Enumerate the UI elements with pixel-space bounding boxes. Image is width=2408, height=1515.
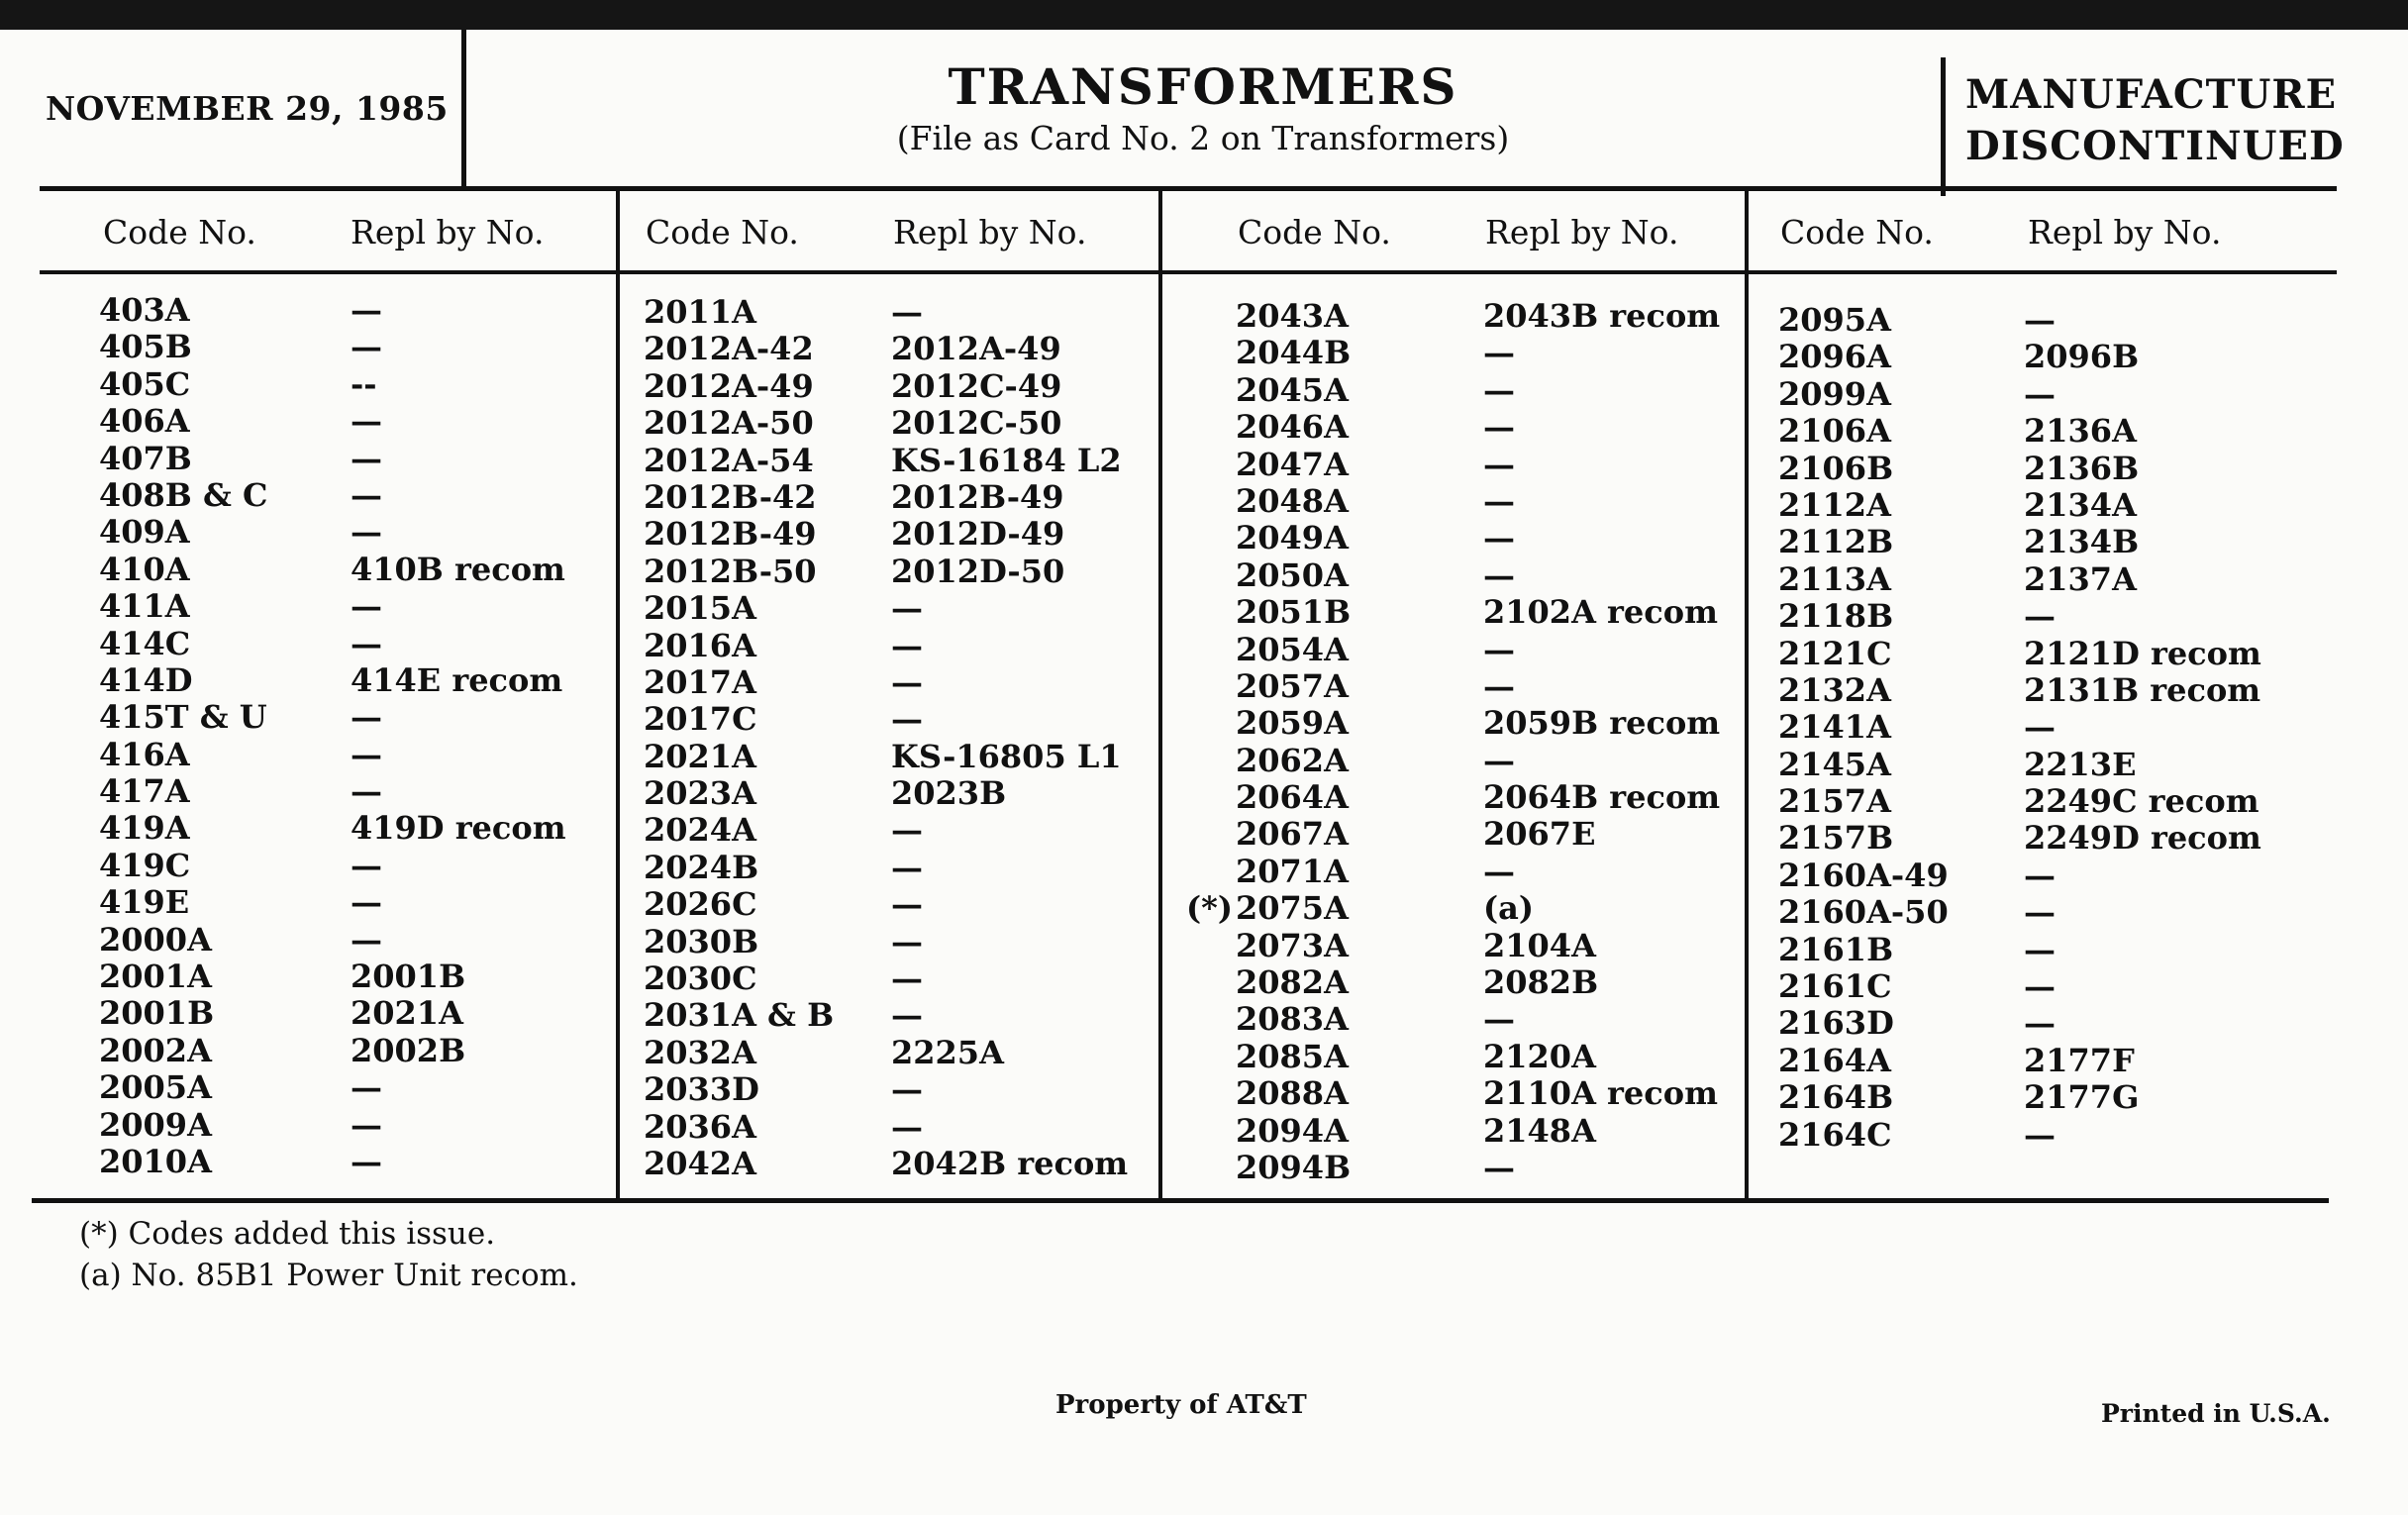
replacement-number: — [2024,856,2056,894]
code-number: 410A [99,550,190,588]
column-2-repl-header: Repl by No. [893,213,1087,252]
replacement-number: — [2024,1115,2056,1154]
replacement-number: — [2024,1004,2056,1043]
code-number: 2031A & B [644,996,835,1035]
replacement-number: — [1483,370,1515,409]
replacement-number: — [891,293,923,331]
replacement-number: 2012D-50 [891,552,1065,590]
code-number: 2088A [1236,1074,1349,1113]
replacement-number: — [1483,630,1515,668]
replacement-number: (a) [1483,889,1535,928]
replacement-number: 2023B [891,774,1007,813]
replacement-number: — [891,960,923,998]
code-number: 2082A [1236,963,1349,1002]
replacement-number: — [351,328,382,366]
code-number: 2044B [1236,334,1352,372]
issue-date: NOVEMBER 29, 1985 [46,89,449,128]
status-line-2: DISCONTINUED [1965,123,2345,169]
replacement-number: — [351,402,382,441]
code-number: 2051B [1236,593,1352,632]
header-bottom-rule [40,270,2337,274]
code-number: 414C [99,624,191,662]
status-label [1965,69,2345,172]
code-number: 2050A [1236,556,1349,594]
code-number: 2005A [99,1068,212,1107]
replacement-number: 2249C recom [2024,782,2259,821]
code-number: 405B [99,328,192,366]
footnote-a: (a) No. 85B1 Power Unit recom. [79,1258,578,1293]
header-divider-right [1941,57,1946,196]
replacement-number: — [2024,301,2056,339]
code-number: 2009A [99,1105,212,1144]
code-number: 2118B [1778,597,1894,636]
replacement-number: — [1483,556,1515,594]
footnote-added-codes: (*) Codes added this issue. [79,1216,496,1252]
code-number: 2095A [1778,301,1891,339]
replacement-number: 2120A [1483,1037,1596,1075]
code-number: 2121C [1778,634,1892,672]
replacement-number: 2059B recom [1483,704,1721,743]
document-card [0,30,2408,1515]
status-line-1: MANUFACTURE [1965,71,2338,118]
replacement-number: — [351,883,382,922]
code-number: 416A [99,735,190,773]
code-number: 2047A [1236,445,1349,483]
replacement-number: 2225A [891,1033,1004,1071]
code-number: 405C [99,364,191,403]
replacement-number: — [351,1142,382,1180]
replacement-number: — [351,698,382,737]
replacement-number: — [351,624,382,662]
replacement-number: KS-16184 L2 [891,441,1122,479]
code-number: 2023A [644,774,756,813]
code-number: 2099A [1778,374,1891,413]
replacement-number: — [351,513,382,552]
code-number: 2164A [1778,1041,1891,1079]
code-number: 411A [99,587,190,626]
code-number: 2141A [1778,708,1891,747]
replacement-number: 2042B recom [891,1144,1129,1182]
code-number: 2059A [1236,704,1349,743]
replacement-number: 2131B recom [2024,670,2261,709]
code-number: 2048A [1236,481,1349,520]
page-subtitle: (File as Card No. 2 on Transformers) [896,119,1510,157]
code-number: 2017C [644,700,757,739]
code-number: 2033D [644,1070,759,1109]
code-number: 408B & C [99,475,268,514]
code-number: 2096A [1778,338,1891,376]
replacement-number: — [891,1107,923,1146]
replacement-number: — [351,735,382,773]
replacement-number: 2213E [2024,745,2137,783]
column-2-code-header: Code No. [646,213,799,252]
replacement-number: — [2024,597,2056,636]
replacement-number: 2012A-49 [891,330,1061,368]
code-number: 2054A [1236,630,1349,668]
code-number: 2083A [1236,1000,1349,1039]
replacement-number: 2177F [2024,1041,2135,1079]
replacement-number: — [2024,930,2056,968]
replacement-number: KS-16805 L1 [891,737,1122,775]
replacement-number: — [1483,741,1515,779]
code-number: 2094B [1236,1148,1352,1186]
code-number: 2030B [644,922,759,960]
replacement-number: 2102A recom [1483,593,1718,632]
code-number: 414D [99,660,193,699]
code-number: 2106A [1778,412,1891,451]
replacement-number: 2249D recom [2024,819,2261,858]
replacement-number: — [891,811,923,850]
code-number: 415T & U [99,698,267,737]
scan-border [0,0,2408,30]
replacement-number: 2104A [1483,926,1596,964]
code-number: 2062A [1236,741,1349,779]
replacement-number: 414E recom [351,660,563,699]
replacement-number: 2134B [2024,523,2140,561]
code-number: 2157A [1778,782,1891,821]
replacement-number: — [891,589,923,628]
replacement-number: — [1483,1000,1515,1039]
code-number: 2015A [644,589,756,628]
replacement-number: — [891,1070,923,1109]
column-4-repl-header: Repl by No. [2028,213,2222,252]
code-number: 2132A [1778,670,1891,709]
column-3-repl-header: Repl by No. [1485,213,1679,252]
code-number: 406A [99,402,190,441]
replacement-number: — [891,922,923,960]
replacement-number: — [351,772,382,811]
replacement-number: 2096B [2024,338,2140,376]
replacement-number: — [1483,481,1515,520]
replacement-number: — [2024,967,2056,1006]
column-1-repl-header: Repl by No. [351,213,545,252]
code-number: 2106B [1778,449,1894,487]
code-number: 403A [99,291,190,329]
code-number: 2094A [1236,1111,1349,1150]
replacement-number: — [351,291,382,329]
code-number: 2157B [1778,819,1894,858]
replacement-number: 410B recom [351,550,565,588]
code-number: 2012A-54 [644,441,814,479]
replacement-number: — [2024,893,2056,932]
replacement-number: 2177G [2024,1078,2140,1117]
replacement-number: — [891,848,923,886]
code-number: 2012A-49 [644,366,814,405]
replacement-number: — [351,846,382,884]
replacement-number: — [351,439,382,477]
replacement-number: 419D recom [351,809,566,848]
code-number: 2021A [644,737,756,775]
code-number: 2160A-49 [1778,856,1949,894]
code-number: 2163D [1778,1004,1894,1043]
code-number: 2001A [99,958,212,996]
replacement-number: 2021A [351,994,463,1033]
code-number: 2012A-42 [644,330,814,368]
replacement-number: — [2024,708,2056,747]
code-number: 2036A [644,1107,756,1146]
replacement-number: 2148A [1483,1111,1596,1150]
code-number: 2012B-42 [644,477,817,516]
code-number: 2012B-49 [644,515,817,554]
code-number: 2011A [644,293,756,331]
replacement-number: 2134A [2024,485,2137,524]
replacement-number: — [1483,519,1515,557]
replacement-number: — [891,996,923,1035]
code-number: 2064A [1236,778,1349,817]
replacement-number: 2121D recom [2024,634,2261,672]
column-4-code-header: Code No. [1780,213,1934,252]
new-code-marker: (*) [1186,889,1234,928]
code-number: 407B [99,439,192,477]
code-number: 2071A [1236,852,1349,890]
code-number: 2164C [1778,1115,1892,1154]
replacement-number: — [891,700,923,739]
code-number: 2113A [1778,559,1891,598]
replacement-number: 2064B recom [1483,778,1721,817]
column-3-code-header: Code No. [1238,213,1391,252]
code-number: 2164B [1778,1078,1894,1117]
table-top-rule [40,186,2337,191]
column-divider-2 [1158,188,1162,1200]
replacement-number: 2012B-49 [891,477,1064,516]
code-number: 2001B [99,994,215,1033]
page-title: TRANSFORMERS [948,57,1458,116]
replacement-number: 2002B [351,1031,466,1069]
code-number: 2075A [1236,889,1349,928]
replacement-number: — [351,920,382,959]
code-number: 2045A [1236,370,1349,409]
replacement-number: — [891,885,923,924]
code-number: 2012A-50 [644,404,814,443]
replacement-number: — [891,662,923,701]
code-number: 2073A [1236,926,1349,964]
code-number: 2057A [1236,666,1349,705]
replacement-number: 2137A [2024,559,2137,598]
replacement-number: — [1483,1148,1515,1186]
replacement-number: — [1483,666,1515,705]
replacement-number: -- [351,364,377,403]
replacement-number: — [351,1105,382,1144]
code-number: 2049A [1236,519,1349,557]
replacement-number: 2012D-49 [891,515,1065,554]
code-number: 419A [99,809,190,848]
printed-notice: Printed in U.S.A. [2101,1399,2331,1428]
code-number: 2000A [99,920,212,959]
replacement-number: 2012C-50 [891,404,1062,443]
code-number: 417A [99,772,190,811]
column-1-code-header: Code No. [103,213,256,252]
replacement-number: 2067E [1483,815,1596,854]
replacement-number: — [1483,334,1515,372]
code-number: 2030C [644,960,757,998]
code-number: 2010A [99,1142,212,1180]
replacement-number: 2082B [1483,963,1599,1002]
code-number: 2042A [644,1144,756,1182]
replacement-number: — [1483,445,1515,483]
replacement-number: 2012C-49 [891,366,1062,405]
code-number: 2067A [1236,815,1349,854]
code-number: 2024B [644,848,759,886]
code-number: 2032A [644,1033,756,1071]
replacement-number: — [351,1068,382,1107]
code-number: 2017A [644,662,756,701]
code-number: 2016A [644,626,756,664]
code-number: 2012B-50 [644,552,817,590]
code-number: 2046A [1236,408,1349,447]
code-number: 2112B [1778,523,1894,561]
replacement-number: — [1483,408,1515,447]
replacement-number: 2136A [2024,412,2137,451]
code-number: 2112A [1778,485,1891,524]
code-number: 2160A-50 [1778,893,1949,932]
code-number: 2002A [99,1031,212,1069]
replacement-number: 2001B [351,958,466,996]
table-bottom-rule [32,1198,2329,1203]
code-number: 2161B [1778,930,1894,968]
code-number: 2161C [1778,967,1892,1006]
column-divider-3 [1745,188,1749,1200]
replacement-number: — [891,626,923,664]
code-number: 2024A [644,811,756,850]
replacement-number: 2136B [2024,449,2140,487]
property-notice: Property of AT&T [1055,1390,1307,1420]
code-number: 409A [99,513,190,552]
replacement-number: 2043B recom [1483,297,1721,335]
replacement-number: — [351,475,382,514]
code-number: 419E [99,883,190,922]
code-number: 2026C [644,885,757,924]
code-number: 419C [99,846,191,884]
code-number: 2085A [1236,1037,1349,1075]
replacement-number: — [2024,374,2056,413]
replacement-number: — [1483,852,1515,890]
column-divider-1 [616,188,620,1200]
replacement-number: 2110A recom [1483,1074,1718,1113]
code-number: 2043A [1236,297,1349,335]
code-number: 2145A [1778,745,1891,783]
replacement-number: — [351,587,382,626]
